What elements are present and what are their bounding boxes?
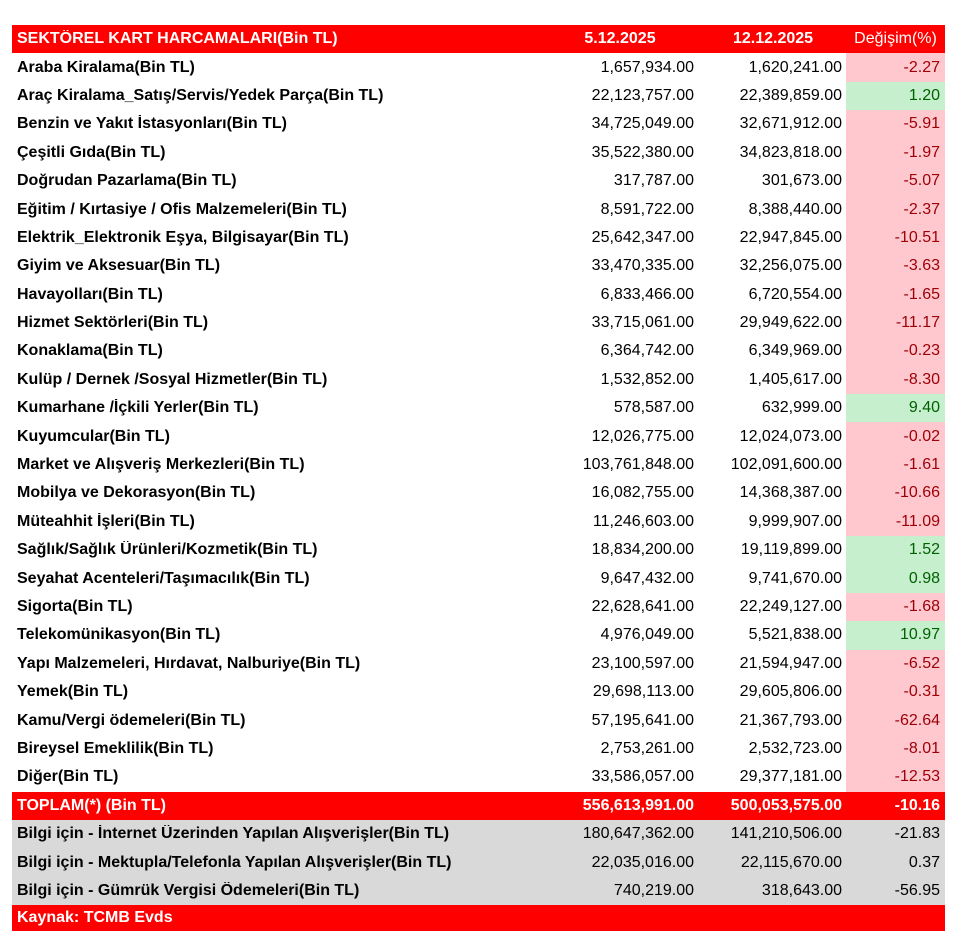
change-value: -1.97 [846,139,945,167]
table-row [12,195,945,223]
total-value-2: 500,053,575.00 [730,796,842,814]
value-date-2: 318,643.00 [761,881,842,899]
value-date-1: 180,647,362.00 [582,825,694,843]
table-row [12,650,945,678]
value-date-2: 21,367,793.00 [739,711,842,729]
value-date-2: 6,720,554.00 [748,285,842,303]
table-row [12,479,945,507]
sector-label: Yapı Malzemeleri, Hırdavat, Nalburiye(Bin TL) [17,654,361,672]
table-row [12,224,945,252]
change-value: -1.65 [846,281,945,309]
change-value: -5.91 [846,110,945,138]
value-date-2: 9,741,670.00 [748,569,842,587]
change-value: 1.20 [846,82,945,110]
value-date-1: 9,647,432.00 [600,569,694,587]
value-date-2: 301,673.00 [761,172,842,190]
change-value: -10.51 [846,224,945,252]
change-value: -11.09 [846,508,945,536]
table-title: SEKTÖREL KART HARCAMALARI(Bin TL) [17,30,338,48]
value-date-2: 29,605,806.00 [739,683,842,701]
value-date-2: 5,521,838.00 [748,626,842,644]
sector-label: Hizmet Sektörleri(Bin TL) [17,314,209,332]
change-value: -1.61 [846,451,945,479]
value-date-2: 21,594,947.00 [739,654,842,672]
value-date-2: 14,368,387.00 [739,484,842,502]
change-value: 0.37 [908,853,940,871]
table-row [12,763,945,791]
value-date-2: 141,210,506.00 [730,825,842,843]
value-date-1: 1,532,852.00 [600,370,694,388]
sector-label: Sigorta(Bin TL) [17,598,133,615]
header-change: Değişim(%) [854,30,937,48]
value-date-1: 317,787.00 [613,172,694,190]
value-date-1: 740,219.00 [613,881,694,899]
header-date-1: 5.12.2025 [584,30,656,48]
table-row [12,252,945,280]
value-date-1: 4,976,049.00 [600,626,694,644]
change-value: -0.02 [846,422,945,450]
value-date-1: 18,834,200.00 [591,541,694,559]
sector-label: Seyahat Acenteleri/Taşımacılık(Bin TL) [17,569,310,587]
value-date-1: 25,642,347.00 [591,228,694,246]
sector-label: Doğrudan Pazarlama(Bin TL) [17,172,237,190]
table-row [12,167,945,195]
table-row [12,366,945,394]
value-date-1: 1,657,934.00 [600,58,694,76]
spending-table [12,25,945,931]
table-row [12,848,945,876]
value-date-2: 22,249,127.00 [739,598,842,615]
value-date-1: 22,123,757.00 [591,86,694,104]
change-value: -56.95 [894,881,940,899]
sector-label: Müteahhit İşleri(Bin TL) [17,512,195,530]
value-date-2: 1,620,241.00 [748,58,842,76]
table-row [12,309,945,337]
sector-label: Diğer(Bin TL) [17,768,119,786]
change-value: -8.01 [846,735,945,763]
change-value: -5.07 [846,167,945,195]
change-value: 10.97 [846,621,945,649]
sector-label: Konaklama(Bin TL) [17,342,163,360]
table-row [12,678,945,706]
table-row [12,394,945,422]
table-row [12,536,945,564]
change-value: -3.63 [846,252,945,280]
value-date-2: 102,091,600.00 [730,456,842,474]
table-row [12,877,945,905]
table-row [12,337,945,365]
table-row [12,593,945,621]
sector-label: Araba Kiralama(Bin TL) [17,58,195,76]
table-row [12,735,945,763]
header-row [12,25,945,53]
sector-label: Mobilya ve Dekorasyon(Bin TL) [17,484,256,502]
sector-label: Kuyumcular(Bin TL) [17,427,170,445]
sector-label: Kamu/Vergi ödemeleri(Bin TL) [17,711,246,729]
value-date-2: 29,949,622.00 [739,314,842,332]
value-date-2: 22,389,859.00 [739,86,842,104]
value-date-1: 33,586,057.00 [591,768,694,786]
sector-label: Eğitim / Kırtasiye / Ofis Malzemeleri(Bin TL) [17,200,347,218]
value-date-1: 33,470,335.00 [591,257,694,275]
change-value: -2.27 [846,53,945,81]
change-value: -8.30 [846,366,945,394]
value-date-2: 34,823,818.00 [739,143,842,161]
value-date-2: 22,115,670.00 [740,853,842,871]
sector-label: Bireysel Emeklilik(Bin TL) [17,739,214,757]
value-date-1: 22,628,641.00 [591,598,694,615]
change-value: 0.98 [846,564,945,592]
sector-label: Giyim ve Aksesuar(Bin TL) [17,257,221,275]
sector-label: Kumarhane /İçkili Yerler(Bin TL) [17,399,259,417]
table-row [12,706,945,734]
sector-label: Çeşitli Gıda(Bin TL) [17,143,166,161]
change-value: -0.31 [846,678,945,706]
value-date-2: 2,532,723.00 [748,739,842,757]
sector-label: Bilgi için - Mektupla/Telefonla Yapılan Alışverişler(Bin TL) [17,853,452,871]
total-row [12,792,945,820]
change-value: -1.68 [846,593,945,621]
header-date-2: 12.12.2025 [732,30,814,48]
change-value: -6.52 [846,650,945,678]
change-value: 1.52 [846,536,945,564]
sector-label: Benzin ve Yakıt İstasyonları(Bin TL) [17,115,287,133]
value-date-2: 632,999.00 [761,399,842,417]
value-date-2: 19,119,899.00 [740,541,842,559]
table-row [12,451,945,479]
value-date-1: 34,725,049.00 [591,115,694,133]
total-label: TOPLAM(*) (Bin TL) [17,796,167,814]
table-row [12,621,945,649]
value-date-2: 8,388,440.00 [748,200,842,218]
value-date-1: 22,035,016.00 [591,853,694,871]
value-date-1: 33,715,061.00 [591,314,694,332]
table-row [12,281,945,309]
table-row [12,110,945,138]
value-date-1: 23,100,597.00 [591,654,694,672]
sector-label: Sağlık/Sağlık Ürünleri/Kozmetik(Bin TL) [17,541,318,559]
value-date-2: 1,405,617.00 [748,370,842,388]
sector-label: Kulüp / Dernek /Sosyal Hizmetler(Bin TL) [17,370,328,388]
source-row [12,905,945,931]
table-row [12,564,945,592]
sector-label: Market ve Alışveriş Merkezleri(Bin TL) [17,456,305,474]
change-value: -2.37 [846,195,945,223]
value-date-1: 6,364,742.00 [600,342,694,360]
value-date-1: 57,195,641.00 [591,711,694,729]
change-value: -10.66 [846,479,945,507]
change-value: -12.53 [846,763,945,791]
sector-label: Araç Kiralama_Satış/Servis/Yedek Parça(Bin TL) [17,86,384,104]
table-row [12,820,945,848]
total-change: -10.16 [894,796,940,814]
change-value: -0.23 [846,337,945,365]
table-row [12,53,945,81]
table-row [12,508,945,536]
sector-label: Telekomünikasyon(Bin TL) [17,626,221,644]
table-row [12,422,945,450]
value-date-2: 29,377,181.00 [739,768,842,786]
table-row [12,139,945,167]
sector-label: Elektrik_Elektronik Eşya, Bilgisayar(Bin TL) [17,228,349,246]
value-date-1: 29,698,113.00 [592,683,694,701]
value-date-1: 8,591,722.00 [600,200,694,218]
total-value-1: 556,613,991.00 [582,796,694,814]
value-date-1: 35,522,380.00 [591,143,694,161]
change-value: -21.83 [894,825,940,843]
info-rows [12,820,945,905]
value-date-2: 12,024,073.00 [739,427,842,445]
value-date-1: 12,026,775.00 [591,427,694,445]
value-date-2: 32,256,075.00 [739,257,842,275]
source-label: Kaynak: TCMB Evds [17,909,173,927]
value-date-1: 16,082,755.00 [591,484,694,502]
value-date-1: 6,833,466.00 [600,285,694,303]
change-value: 9.40 [846,394,945,422]
value-date-2: 32,671,912.00 [739,115,842,133]
value-date-1: 578,587.00 [613,399,694,417]
value-date-2: 9,999,907.00 [748,512,842,530]
sector-label: Bilgi için - Gümrük Vergisi Ödemeleri(Bin TL) [17,881,360,899]
sector-label: Yemek(Bin TL) [17,683,129,701]
value-date-2: 22,947,845.00 [739,228,842,246]
value-date-1: 2,753,261.00 [600,739,694,757]
value-date-2: 6,349,969.00 [748,342,842,360]
table-row [12,82,945,110]
sector-label: Havayolları(Bin TL) [17,285,163,303]
value-date-1: 11,246,603.00 [592,512,694,530]
data-rows [12,53,945,791]
change-value: -62.64 [846,706,945,734]
sector-label: Bilgi için - İnternet Üzerinden Yapılan Alışverişler(Bin TL) [17,825,450,843]
change-value: -11.17 [846,309,945,337]
value-date-1: 103,761,848.00 [582,456,694,474]
